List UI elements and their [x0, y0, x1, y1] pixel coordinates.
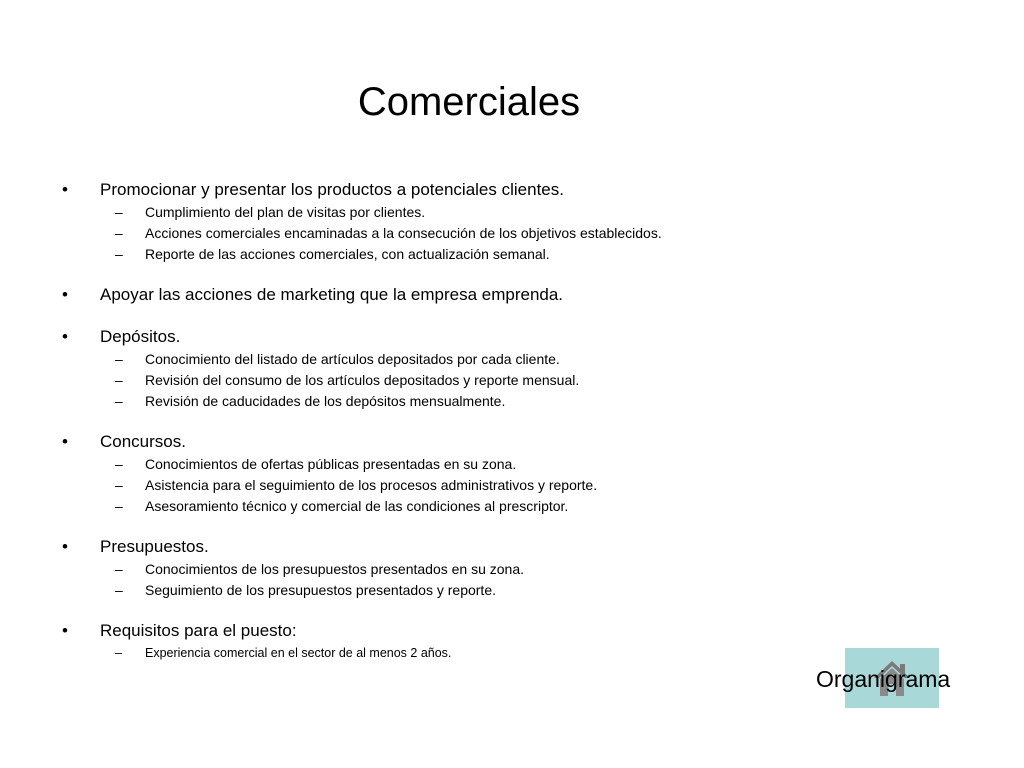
sub-item-text: Conocimientos de ofertas públicas presentadas en su zona.	[145, 456, 517, 472]
sub-item-text: Cumplimiento del plan de visitas por clientes.	[145, 204, 426, 220]
dash-marker: –	[115, 351, 123, 367]
sub-list	[100, 202, 962, 265]
dash-marker: –	[115, 477, 123, 493]
bullet-text: Concursos.	[100, 432, 186, 451]
bullet-marker: •	[62, 621, 68, 640]
bullet-text: Requisitos para el puesto:	[100, 621, 297, 640]
dash-marker: –	[115, 246, 123, 262]
dash-marker: –	[115, 456, 123, 472]
bullet-marker: •	[62, 285, 68, 304]
dash-marker: –	[115, 582, 123, 598]
sub-item	[62, 244, 962, 265]
sub-list	[100, 643, 962, 664]
sub-item	[62, 349, 962, 370]
sub-item-text: Seguimiento de los presupuestos presentados y reporte.	[145, 582, 496, 598]
bullet-list	[62, 178, 962, 664]
sub-item	[62, 496, 962, 517]
list-item	[62, 325, 962, 412]
bullet-marker: •	[62, 537, 68, 556]
slide-title: Comerciales	[357, 80, 581, 124]
dash-marker: –	[115, 204, 123, 220]
sub-item-text: Experiencia comercial en el sector de al menos 2 años.	[145, 646, 452, 660]
organigrama-link[interactable]: Organigrama	[816, 666, 951, 692]
sub-list	[100, 454, 962, 517]
sub-item-text: Asistencia para el seguimiento de los procesos administrativos y reporte.	[145, 477, 598, 493]
sub-item-text: Reporte de las acciones comerciales, con actualización semanal.	[145, 246, 550, 262]
sub-item-text: Conocimiento del listado de artículos depositados por cada cliente.	[145, 351, 560, 367]
sub-item-text: Revisión del consumo de los artículos depositados y reporte mensual.	[145, 372, 580, 388]
sub-item	[62, 223, 962, 244]
sub-item	[62, 370, 962, 391]
sub-item-text: Acciones comerciales encaminadas a la consecución de los objetivos establecidos.	[145, 225, 662, 241]
sub-item	[62, 202, 962, 223]
bullet-text: Depósitos.	[100, 327, 181, 346]
bullet-text: Presupuestos.	[100, 537, 209, 556]
sub-item	[62, 475, 962, 496]
sub-list	[100, 559, 962, 601]
sub-item	[62, 559, 962, 580]
sub-item-text: Asesoramiento técnico y comercial de las condiciones al prescriptor.	[145, 498, 569, 514]
dash-marker: –	[115, 393, 123, 409]
bullet-text: Apoyar las acciones de marketing que la empresa emprenda.	[100, 285, 564, 304]
bullet-text: Promocionar y presentar los productos a potenciales clientes.	[100, 180, 564, 199]
sub-item-text: Conocimientos de los presupuestos presentados en su zona.	[145, 561, 525, 577]
bullet-marker: •	[62, 432, 68, 451]
sub-item	[62, 643, 962, 664]
list-item	[62, 283, 962, 307]
dash-marker: –	[115, 225, 123, 241]
list-item	[62, 178, 962, 265]
bullet-marker: •	[62, 180, 68, 199]
dash-marker: –	[115, 561, 123, 577]
list-item	[62, 619, 962, 664]
sub-list	[100, 349, 962, 412]
bullet-marker: •	[62, 327, 68, 346]
dash-marker: –	[115, 498, 123, 514]
sub-item	[62, 391, 962, 412]
dash-marker: –	[115, 372, 123, 388]
list-item	[62, 535, 962, 601]
sub-item	[62, 454, 962, 475]
dash-marker: –	[115, 646, 122, 660]
sub-item-text: Revisión de caducidades de los depósitos mensualmente.	[145, 393, 506, 409]
sub-item	[62, 580, 962, 601]
list-item	[62, 430, 962, 517]
